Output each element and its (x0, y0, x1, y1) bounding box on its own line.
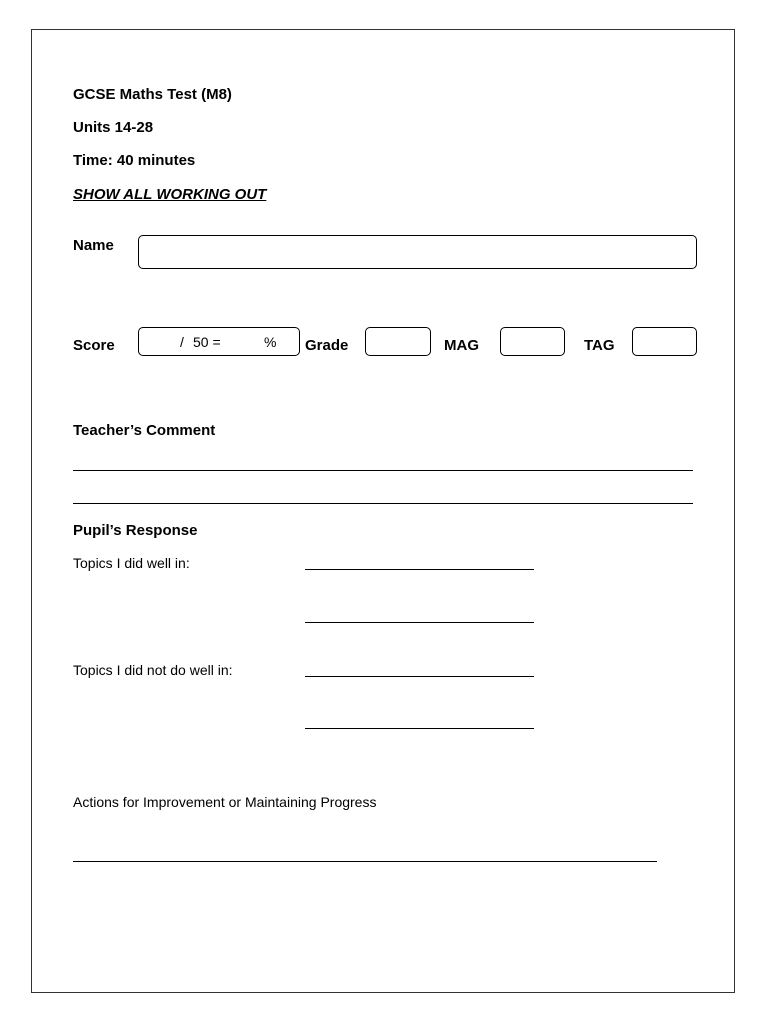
tag-input-box[interactable] (632, 327, 697, 356)
instruction-text: SHOW ALL WORKING OUT (73, 186, 267, 203)
score-input-box[interactable] (138, 327, 300, 356)
score-slash: / (180, 334, 184, 350)
did-well-label: Topics I did well in: (73, 555, 190, 571)
units-text: Units 14-28 (73, 119, 154, 136)
did-not-well-label: Topics I did not do well in: (73, 662, 233, 678)
name-input-box[interactable] (138, 235, 697, 269)
name-label: Name (73, 237, 114, 254)
time-text: Time: 40 minutes (73, 152, 196, 169)
page-border (31, 29, 735, 993)
pupil-response-label: Pupil’s Response (73, 522, 198, 539)
did-not-well-line-2[interactable] (305, 728, 534, 729)
score-total: 50 = (193, 334, 221, 350)
test-title: GCSE Maths Test (M8) (73, 86, 232, 103)
did-well-line-2[interactable] (305, 622, 534, 623)
score-percent: % (264, 334, 277, 350)
actions-label: Actions for Improvement or Maintaining Progress (73, 794, 377, 810)
mag-input-box[interactable] (500, 327, 565, 356)
teacher-comment-line-1[interactable] (73, 470, 693, 471)
mag-label: MAG (444, 337, 479, 354)
grade-input-box[interactable] (365, 327, 431, 356)
tag-label: TAG (584, 337, 615, 354)
did-well-line-1[interactable] (305, 569, 534, 570)
did-not-well-line-1[interactable] (305, 676, 534, 677)
score-label: Score (73, 337, 115, 354)
actions-line[interactable] (73, 861, 657, 862)
grade-label: Grade (305, 337, 349, 354)
teacher-comment-label: Teacher’s Comment (73, 422, 216, 439)
teacher-comment-line-2[interactable] (73, 503, 693, 504)
